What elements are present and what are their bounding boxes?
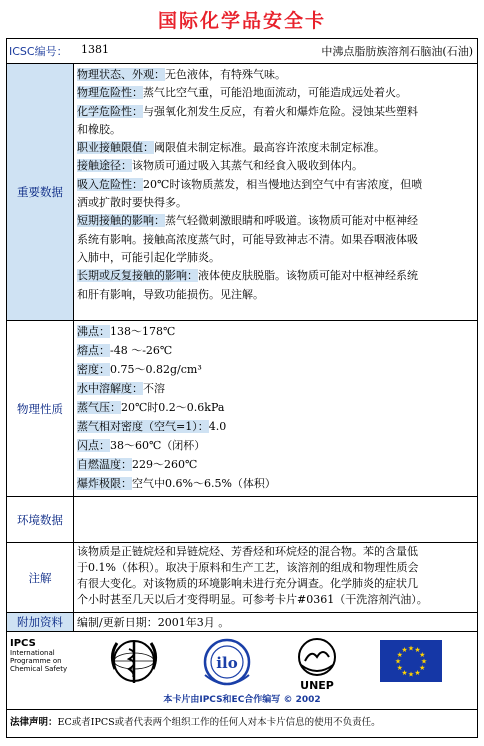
ilo-logo-icon [197,635,257,689]
physical-value: 229～260℃ [132,458,198,471]
important-value: 该物质可通过吸入其蒸气和经食入吸收到体内。 [132,159,363,173]
important-value: 20℃时该物质蒸发，相当慢地达到空气中有害浓度，但喷 [143,177,423,191]
who-logo-icon [105,635,163,689]
physical-value: 38～60℃（闭杯） [110,439,206,452]
additional-heading: 附加资料 [7,613,74,631]
important-line [77,139,474,157]
important-line [77,286,474,304]
physical-line [77,398,474,417]
important-data-heading: 重要数据 [7,64,74,320]
logos-row [7,631,477,709]
important-value: 和橡胶。 [77,122,121,136]
card-title: 国际化学品安全卡 [157,10,326,32]
notes-heading: 注解 [7,543,74,612]
icsc-row [7,39,477,63]
physical-line [77,417,474,436]
eu-star-icon: ★ [414,646,421,655]
legal-row [7,709,477,737]
important-line [77,176,474,194]
legal-statement [10,714,381,728]
important-value: 与强氧化剂发生反应，有着火和爆炸危险。浸蚀某些塑料 [143,104,418,118]
ipcs-sub-2: Programme on [10,657,62,665]
notes-section [7,542,477,612]
eu-star-icon: ★ [401,668,408,677]
important-label: 接触途径： [77,159,132,173]
eu-star-icon: ★ [407,670,415,679]
important-value: 无色液体，有特殊气味。 [165,68,286,81]
physical-properties-heading: 物理性质 [7,321,74,496]
icsc-number: 1381 [81,43,109,56]
ipcs-logo [10,638,80,673]
chemical-name: 中沸点脂肪族溶剂石脑油(石油) [321,45,473,58]
eu-star-icon: ★ [419,664,426,672]
eu-star-icon: ★ [419,651,426,659]
eu-star-icon: ★ [414,668,421,677]
important-label: 长期或反复接触的影响： [77,269,198,283]
environment-section [7,496,477,542]
physical-properties-section [7,320,477,496]
important-line [77,157,474,175]
eu-flag-icon [380,640,442,682]
physical-label: 自燃温度： [77,458,132,471]
physical-line [77,455,474,474]
important-line [77,267,474,285]
physical-value: 138～178℃ [110,325,176,338]
eu-star-icon: ★ [401,646,408,655]
important-line [77,66,474,84]
eu-star-icon: ★ [420,657,428,666]
environment-heading: 环境数据 [7,497,74,542]
important-line [77,84,474,102]
physical-line [77,436,474,455]
important-line [77,231,474,249]
physical-line [77,322,474,341]
important-data-body [74,64,477,320]
important-value: 蒸气比空气重，可能沿地面流动，可能造成远处着火。 [143,86,407,100]
notes-line: 个小时甚至几天以后才变得明显。可参考卡片#0361（干洗溶剂汽油）。 [77,593,428,606]
notes-body [74,543,477,612]
physical-line [77,379,474,398]
physical-label: 沸点： [77,325,110,338]
important-line [77,194,474,212]
eu-star-icon: ★ [396,664,403,672]
physical-label: 密度： [77,363,110,376]
eu-star-icon: ★ [396,651,403,659]
physical-properties-body [74,321,477,496]
additional-section [7,612,477,631]
physical-value: 空气中0.6%～6.5%（体积） [132,477,276,490]
physical-value: 20℃时0.2～0.6kPa [121,401,225,414]
physical-line [77,360,474,379]
physical-label: 水中溶解度： [77,382,143,395]
safety-card [6,38,478,738]
physical-label: 闪点： [77,439,110,452]
important-value: 和肝有影响，导致功能损伤。见注解。 [77,287,264,301]
unep-logo-icon [291,635,343,691]
notes-line: 有很大变化。对该物质的环境影响未进行充分调查。化学肺炎的症状几 [77,577,418,590]
important-line [77,103,474,121]
additional-body: 编制/更新日期：2001年3月 。 [77,616,230,629]
credit-line: 本卡片由IPCS和EC合作编写 © 2002 [163,695,321,705]
physical-label: 蒸气压： [77,401,121,414]
eu-star-icon: ★ [407,644,415,653]
important-label: 化学危险性： [77,104,143,118]
physical-label: 蒸气相对密度（空气=1）： [77,420,209,433]
physical-label: 熔点： [77,344,110,357]
environment-body [74,497,477,542]
ipcs-sub-3: Chemical Safety [10,665,68,673]
ipcs-title: IPCS [10,638,36,649]
physical-value: 不溶 [143,382,165,395]
important-value: 阈限值未制定标准。最高容许浓度未制定标准。 [154,141,385,155]
important-value: 入肺中，可能引起化学肺炎。 [77,250,220,264]
important-line [77,249,474,267]
physical-value: -48 ～-26℃ [110,344,173,357]
notes-line: 该物质是正链烷烃和异链烷烃、芳香烃和环烷烃的混合物。苯的含量低 [77,545,418,558]
physical-value: 4.0 [208,420,227,433]
unep-text: UNEP [300,679,334,691]
important-label: 吸入危险性： [77,177,143,191]
important-value: 蒸气轻微刺激眼睛和呼吸道。该物质可能对中枢神经 [165,214,418,228]
physical-value: 0.75～0.82g/cm³ [110,363,202,376]
svg-text:ilo: ilo [216,654,238,672]
important-line [77,212,474,230]
important-value: 液体使皮肤脱脂。该物质可能对中枢神经系统 [198,269,418,283]
important-value: 洒或扩散时要快得多。 [77,196,187,210]
physical-line [77,341,474,360]
ipcs-sub-1: International [10,649,55,657]
important-label: 物理危险性： [77,86,143,100]
important-label: 职业接触限值： [77,141,154,155]
important-value: 系统有影响。接触高浓度蒸气时，可能导致神志不清。如果吞咽液体吸 [77,232,418,246]
eu-star-icon: ★ [394,657,402,666]
important-line [77,121,474,139]
important-label: 短期接触的影响： [77,214,165,228]
icsc-label: ICSC编号： [9,45,68,58]
important-label: 物理状态、外观： [77,68,165,81]
physical-label: 爆炸极限： [77,477,132,490]
legal-text: EC或者IPCS或者代表两个组织工作的任何人对本卡片信息的使用不负责任。 [57,717,381,728]
important-data-section [7,63,477,320]
legal-label: 法律声明： [10,717,58,728]
physical-line [77,474,474,493]
notes-line: 于0.1%（体积）。取决于原料和生产工艺，该溶剂的组成和物理性质会 [77,561,419,574]
